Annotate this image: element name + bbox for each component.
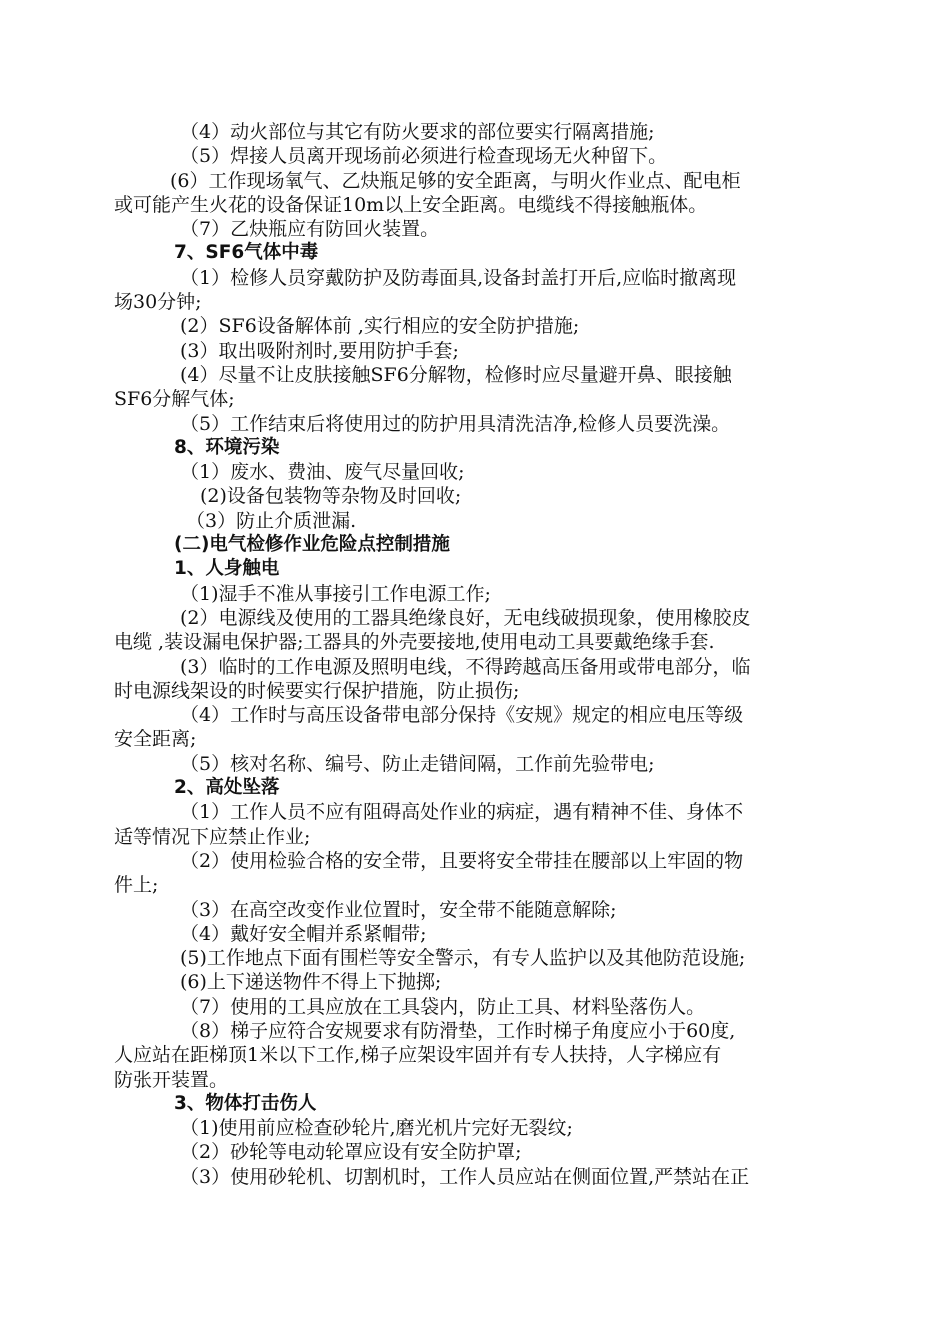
text-line: （8）梯子应符合安规要求有防滑垫，工作时梯子角度应小于60度, xyxy=(180,1019,736,1042)
text-line: （3）防止介质泄漏. xyxy=(186,509,357,532)
section-heading: 7、SF6气体中毒 xyxy=(174,242,319,264)
text-line: （3）使用砂轮机、切割机时，工作人员应站在侧面位置,严禁站在正 xyxy=(180,1165,750,1188)
text-line: （1)使用前应检查砂轮片,磨光机片完好无裂纹; xyxy=(180,1117,573,1140)
text-line: （5）工作结束后将使用过的防护用具清洗洁净,检修人员要洗澡。 xyxy=(180,412,731,435)
section-heading: 8、环境污染 xyxy=(174,436,280,458)
text-line: 安全距离; xyxy=(114,728,197,751)
text-line: （5）核对名称、编号、防止走错间隔，工作前先验带电; xyxy=(180,752,655,775)
text-line: (4）尽量不让皮肤接触SF6分解物，检修时应尽量避开鼻、眼接触 xyxy=(180,363,732,386)
text-line: （4）动火部位与其它有防火要求的部位要实行隔离措施; xyxy=(180,121,655,143)
section-heading: 2、高处坠落 xyxy=(174,777,280,799)
text-line: (2）电源线及使用的工器具绝缘良好，无电线破损现象，使用橡胶皮 xyxy=(180,606,751,629)
text-line: (2)设备包装物等杂物及时回收; xyxy=(200,485,462,508)
text-line: SF6分解气体; xyxy=(114,388,235,411)
text-line: （1)湿手不准从事接引工作电源工作; xyxy=(180,582,491,605)
text-line: 场30分钟; xyxy=(114,291,202,314)
section-heading: 1、人身触电 xyxy=(174,558,280,580)
text-line: （2）使用检验合格的安全带，且要将安全带挂在腰部以上牢固的物 xyxy=(180,849,744,872)
text-line: （4）戴好安全帽并系紧帽带; xyxy=(180,922,427,945)
section-heading: (二)电气检修作业危险点控制措施 xyxy=(174,534,450,556)
text-line: (2）SF6设备解体前 ,实行相应的安全防护措施; xyxy=(180,315,580,338)
text-line: （5）焊接人员离开现场前必须进行检查现场无火种留下。 xyxy=(180,145,668,168)
text-line: （3）在高空改变作业位置时，安全带不能随意解除; xyxy=(180,898,617,921)
text-line: （2）砂轮等电动轮罩应设有安全防护罩; xyxy=(180,1141,522,1164)
text-line: 时电源线架设的时候要实行保护措施，防止损伤; xyxy=(114,679,520,702)
text-line: (3）临时的工作电源及照明电线，不得跨越高压备用或带电部分，临 xyxy=(180,655,751,678)
text-line: （1）废水、费油、废气尽量回收; xyxy=(180,461,465,484)
section-heading: 3、物体打击伤人 xyxy=(174,1092,317,1114)
text-line: （4）工作时与高压设备带电部分保持《安规》规定的相应电压等级 xyxy=(180,704,744,727)
text-line: 防张开装置。 xyxy=(114,1068,229,1091)
text-line: （1）工作人员不应有阻碍高处作业的病症，遇有精神不佳、身体不 xyxy=(180,801,744,824)
text-line: （1）检修人员穿戴防护及防毒面具,设备封盖打开后,应临时撤离现 xyxy=(180,266,737,289)
text-line: （7）使用的工具应放在工具袋内，防止工具、材料坠落伤人。 xyxy=(180,995,706,1018)
text-line: 人应站在距梯顶1米以下工作,梯子应架设牢固并有专人扶持，人字梯应有 xyxy=(114,1044,722,1067)
document-body xyxy=(114,120,850,1189)
text-line: (5)工作地点下面有围栏等安全警示，有专人监护以及其他防范设施; xyxy=(180,947,746,970)
text-line: (6）工作现场氧气、乙炔瓶足够的安全距离，与明火作业点、配电柜 xyxy=(170,169,741,192)
text-line: 件上; xyxy=(114,874,159,897)
text-line: 或可能产生火花的设备保证10m以上安全距离。电缆线不得接触瓶体。 xyxy=(114,193,708,216)
text-line: （7）乙炔瓶应有防回火装置。 xyxy=(180,218,440,241)
text-line: (3）取出吸附剂时,要用防护手套; xyxy=(180,339,459,362)
text-line: 适等情况下应禁止作业; xyxy=(114,825,311,848)
text-line: (6)上下递送物件不得上下抛掷; xyxy=(180,971,442,994)
text-line: 电缆 ,装设漏电保护器;工器具的外壳要接地,使用电动工具要戴绝缘手套. xyxy=(114,631,715,654)
